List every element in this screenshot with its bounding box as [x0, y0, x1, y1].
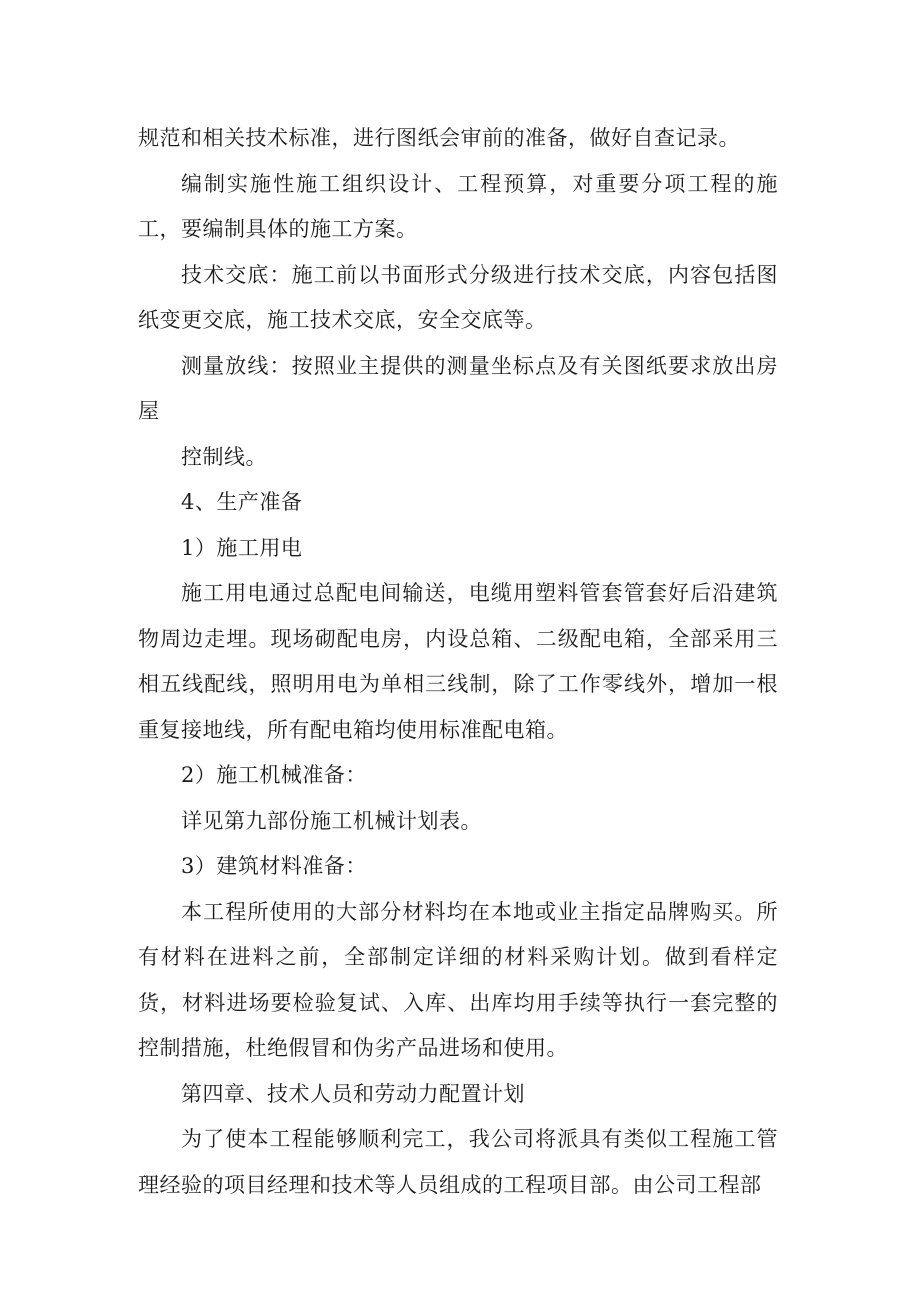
paragraph: 本工程所使用的大部分材料均在本地或业主指定品牌购买。所有材料在进料之前，全部制定详细的材料采购计划。做到看样定货，材料进场要检验复试、入库、出库均用手续等执行一套完整的控制措施，杜绝假冒和伪劣产品进场和使用。 [138, 899, 778, 1060]
paragraph: 规范和相关技术标准，进行图纸会审前的准备，做好自查记录。 [138, 126, 740, 150]
subsection-heading: 1）施工用电 [181, 535, 303, 560]
chapter-heading: 第四章、技术人员和劳动力配置计划 [181, 1081, 525, 1106]
paragraph: 详见第九部份施工机械计划表。 [181, 808, 482, 833]
paragraph: 编制实施性施工组织设计、工程预算，对重要分项工程的施工，要编制具体的施工方案。 [138, 171, 778, 241]
paragraph: 测量放线：按照业主提供的测量坐标点及有关图纸要求放出房屋 [138, 353, 778, 423]
document-body [138, 116, 778, 1208]
paragraph: 施工用电通过总配电间输送，电缆用塑料管套管套好后沿建筑物周边走埋。现场砌配电房，内设总箱、二级配电箱，全部采用三相五线配线，照明用电为单相三线制，除了工作零线外，增加一根重复接地线，所有配电箱均使用标准配电箱。 [138, 581, 778, 742]
subsection-heading: 2）施工机械准备： [181, 763, 367, 787]
paragraph: 为了使本工程能够顺利完工，我公司将派具有类似工程施工管理经验的项目经理和技术等人员组成的工程项目部。由公司工程部 [138, 1127, 778, 1197]
subsection-heading: 3）建筑材料准备： [181, 854, 367, 878]
paragraph: 控制线。 [181, 444, 267, 469]
section-heading: 4、生产准备 [181, 490, 303, 514]
paragraph: 技术交底：施工前以书面形式分级进行技术交底，内容包括图纸变更交底，施工技术交底，安全交底等。 [138, 262, 778, 332]
